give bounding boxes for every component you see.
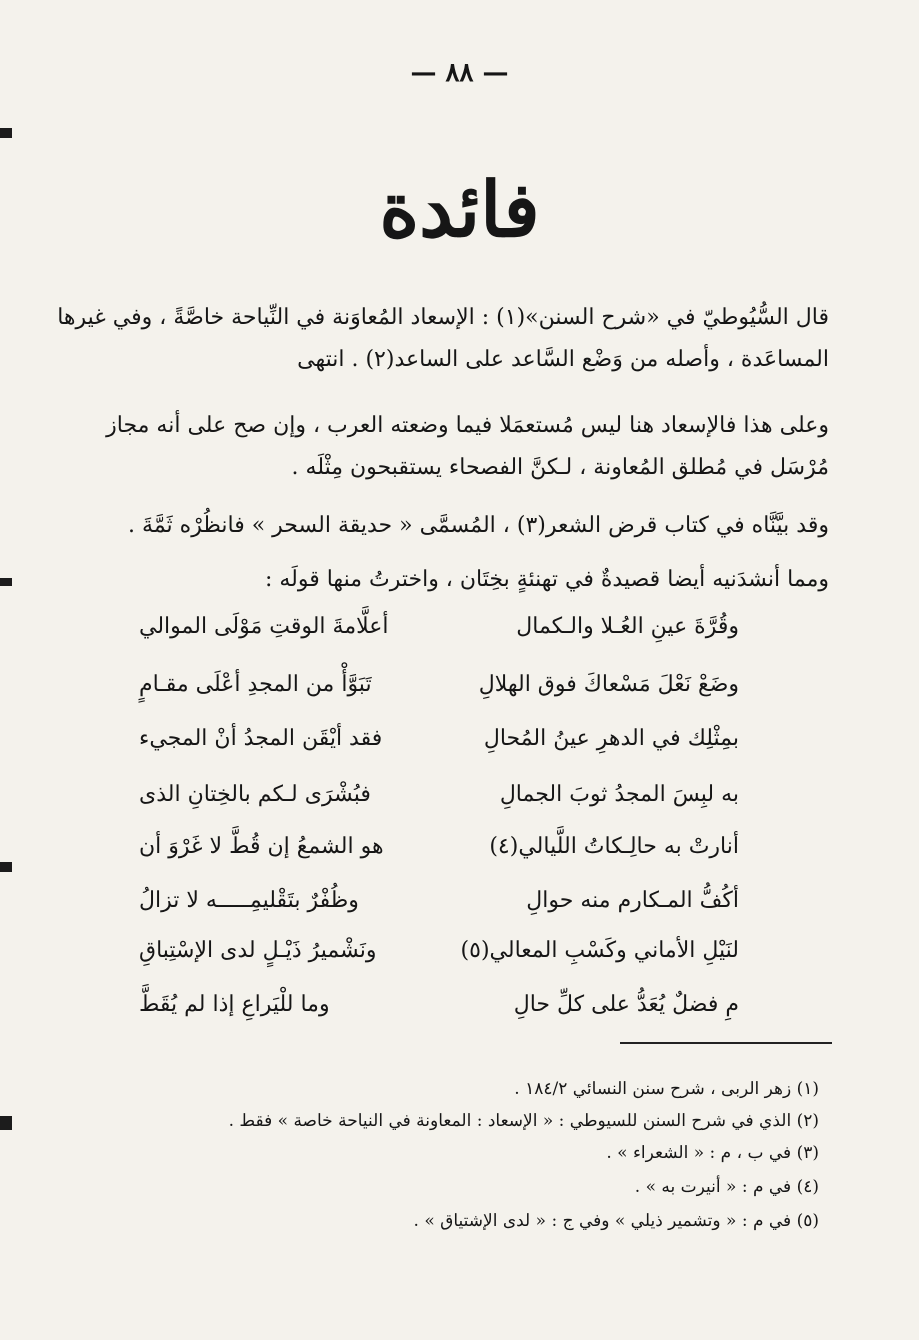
verse-first-hemistich: فبُشْرَى لـكم بالخِتانِ الذى [139, 782, 371, 807]
body-line: قال السُّيُوطيّ في «شرح السنن»(١) : الإسعاد المُعاوَنة في النِّياحة خاصَّةً ، وفي غيرها [57, 305, 829, 330]
scan-edge-mark [0, 1116, 12, 1130]
verse-row [139, 718, 739, 760]
verse-first-hemistich: وظُفْرٌ بتَقْليمِـــــه لا تزالُ [139, 888, 359, 913]
footnote: (٤) في م : « أنيرت به » . [634, 1177, 819, 1197]
body-line: المساعَدة ، وأصله من وَضْع السَّاعد على الساعد(٢) . انتهى [297, 347, 829, 372]
verse-row [139, 880, 739, 922]
footnote-divider [620, 1042, 832, 1044]
verse-row [139, 606, 739, 648]
verse-first-hemistich: ونَشْميرُ ذَيْـلٍ لدى الإسْتِباقِ [139, 938, 377, 963]
footnote: (٢) الذي في شرح السنن للسيوطي : « الإسعاد : المعاونة في النياحة خاصة » فقط . [228, 1111, 819, 1131]
footnote: (٣) في ب ، م : « الشعراء » . [606, 1143, 819, 1163]
verse-row [139, 826, 739, 868]
verse-second-hemistich: وقُرَّةَ عينِ العُـلا والـكمال [516, 614, 739, 639]
verse-row [139, 984, 739, 1026]
body-line: وقد بيَّنَّاه في كتاب قرض الشعر(٣) ، المُسمَّى « حديقة السحر » فانظُرْه ثَمَّةَ . [128, 513, 829, 538]
verse-second-hemistich: بمِثْلِك في الدهرِ عينُ المُحالِ [483, 726, 739, 751]
page-title: فائدة [379, 165, 540, 254]
body-line: ومما أنشدَنيه أيضا قصيدةٌ في تهنئةٍ بخِتَان ، واخترتُ منها قولَه : [264, 567, 829, 592]
verse-first-hemistich: أعلَّامةَ الوقتِ مَوْلَى الموالي [139, 614, 389, 639]
body-line: وعلى هذا فالإسعاد هنا ليس مُستعمَلا فيما وضعته العرب ، وإن صح على أنه مجاز [106, 413, 829, 438]
verse-second-hemistich: مِ فضلٌ يُعَدُّ على كلِّ حالِ [513, 992, 739, 1017]
verse-second-hemistich: أنارتْ به حالِـكاتُ اللَّيالي(٤) [489, 834, 739, 859]
verse-first-hemistich: وما للْيَراعِ إذا لم يُقَطَّ [139, 992, 330, 1017]
verse-second-hemistich: به لبِسَ المجدُ ثوبَ الجمالِ [499, 782, 739, 807]
verse-row [139, 930, 739, 972]
verse-row [139, 774, 739, 816]
footnote: (١) زهر الربى ، شرح سنن النسائي ١٨٤/٢ . [514, 1079, 819, 1099]
footnote: (٥) في م : « وتشمير ذيلي » وفي ج : « لدى الإشتياق » . [413, 1211, 819, 1231]
verse-first-hemistich: هو الشمعُ إن قُطَّ لا غَرْوَ أن [139, 834, 384, 859]
verse-first-hemistich: تَبَوَّأْ من المجدِ أعْلَى مقـامٍ [139, 672, 372, 697]
verse-second-hemistich: وضَعْ نَعْلَ مَسْعاكَ فوق الهلالِ [478, 672, 739, 697]
verse-second-hemistich: أكُفُّ المـكارم منه حوالِ [526, 888, 739, 913]
body-line: مُرْسَل في مُطلق المُعاونة ، لـكنَّ الفصحاء يستقبحون مِثْلَه . [291, 455, 829, 480]
scan-edge-mark [0, 578, 12, 586]
verse-second-hemistich: لنَيْلِ الأماني وكَسْبِ المعالي(٥) [460, 938, 739, 963]
scan-edge-mark [0, 862, 12, 872]
scan-edge-mark [0, 128, 12, 138]
verse-first-hemistich: فقد أيْقَن المجدُ أنْ المجيء [139, 726, 383, 751]
verse-row [139, 664, 739, 706]
page-number: — ٨٨ — [410, 58, 509, 88]
